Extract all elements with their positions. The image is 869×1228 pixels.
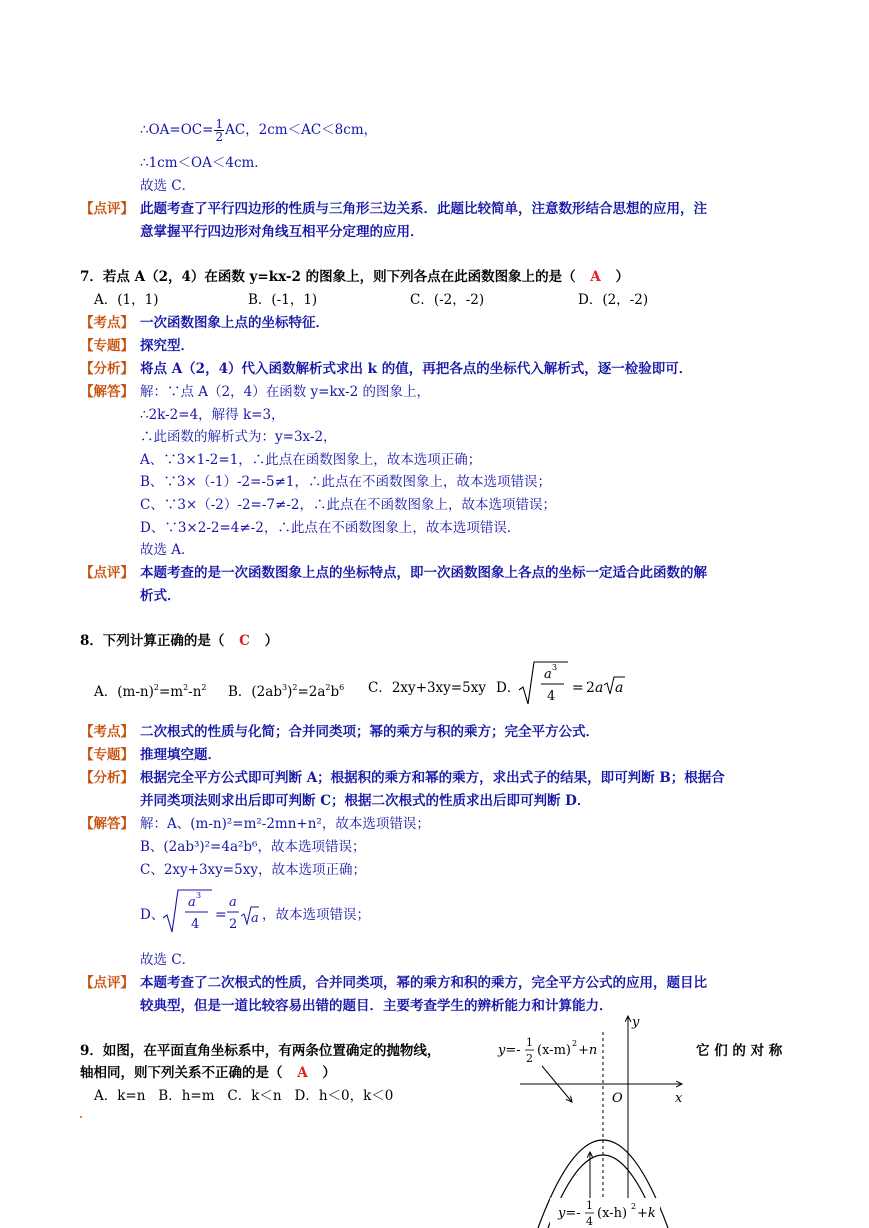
q7-review-1: 本题考查的是一次函数图象上点的坐标特点，即一次函数图象上各点的坐标一定适合此函数的解 xyxy=(140,565,707,581)
q7-zhuanti: 探究型． xyxy=(140,338,194,354)
q8-stem: 8．下列计算正确的是（ C ） xyxy=(80,633,279,649)
q9-stem-2: 轴相同，则下列关系不正确的是（ A ） xyxy=(80,1065,336,1081)
q7-jieda-line: 解：∵点 A（2，4）在函数 y=kx-2 的图象上， xyxy=(140,384,430,400)
q9-stem-1-tail: 它 们 的 对 称 xyxy=(696,1043,783,1059)
svg-text:1: 1 xyxy=(526,1036,533,1049)
q8-kaodian-tag: 【考点】 xyxy=(80,724,134,740)
q8-jieda-tag: 【解答】 xyxy=(80,816,134,832)
q7-stem: 7．若点 A（2，4）在函数 y=kx-2 的图象上，则下列各点在此函数图象上的是（ A ） xyxy=(80,269,629,285)
fraction-half: $\frac{1}{2}$ xyxy=(215,117,224,144)
q9-answer: A xyxy=(297,1065,308,1081)
parabola-upper-label: y=- xyxy=(498,1043,521,1058)
q8-jieda-4-label: D、 xyxy=(140,907,165,923)
q7-option-b: B．(-1，1) xyxy=(248,292,318,308)
svg-text:2: 2 xyxy=(229,917,238,932)
svg-text:a: a xyxy=(595,680,604,696)
q7-fenxi: 将点 A（2，4）代入函数解析式求出 k 的值，再把各点的坐标代入解析式，逐一检验即可． xyxy=(140,361,693,377)
svg-text:4: 4 xyxy=(547,689,556,704)
q8-jieda-5: 故选 C． xyxy=(140,952,196,968)
svg-text:(x-m): (x-m) xyxy=(537,1043,571,1058)
q7-kaodian: 一次函数图象上点的坐标特征． xyxy=(140,315,329,331)
svg-text:3: 3 xyxy=(552,663,558,672)
q8-jieda-4-formula xyxy=(160,886,260,938)
q6-review-1: 此题考查了平行四边形的性质与三角形三边关系．此题比较简单，注意数形结合思想的应用，注 xyxy=(140,201,707,217)
q8-review-tag: 【点评】 xyxy=(80,975,134,991)
svg-text:2: 2 xyxy=(631,1202,637,1211)
q8-review-1: 本题考查了二次根式的性质，合并同类项，幂的乘方和积的乘方，完全平方公式的应用，题目比 xyxy=(140,975,707,991)
q7-jieda-tag: 【解答】 xyxy=(80,384,134,400)
q9-stem-1: 9．如图，在平面直角坐标系中，有两条位置确定的抛物线， xyxy=(80,1043,441,1059)
q7-option-a: A．(1，1) xyxy=(94,292,159,308)
q8-fenxi-2: 并同类项法则求出后即可判断 C；根据二次根式的性质求出后即可判断 D． xyxy=(140,793,591,809)
q8-jieda-4-post: ，故本选项错误； xyxy=(262,907,370,923)
q7-jieda-line: ∴2k-2=4，解得 k=3， xyxy=(140,407,285,423)
q8-option-d-formula xyxy=(516,658,626,710)
q7-jieda-line: 故选 A． xyxy=(140,542,195,558)
q6-review-2: 意掌握平行四边形对角线互相平分定理的应用． xyxy=(140,224,424,240)
q7-jieda-line: ∴此函数的解析式为：y=3x-2， xyxy=(140,429,337,445)
svg-text:(x-h): (x-h) xyxy=(597,1206,628,1221)
svg-text:a: a xyxy=(188,895,196,910)
q8-option-d-label: D． xyxy=(496,680,521,696)
q7-jieda-line: C、∵3×（-2）-2=-7≠-2，∴此点在不函数图象上，故本选项错误； xyxy=(140,497,556,513)
q9-options: A．k=n B．h=m C．k＜n D．h＜0，k＜0 xyxy=(94,1088,394,1104)
x-axis-label: x xyxy=(675,1091,683,1106)
svg-text:+k: +k xyxy=(637,1206,656,1221)
y-axis-label: y xyxy=(632,1015,640,1030)
q7-zhuanti-tag: 【专题】 xyxy=(80,338,134,354)
q8-review-2: 较典型，但是一道比较容易出错的题目．主要考查学生的辨析能力和计算能力． xyxy=(140,998,613,1014)
svg-text:2: 2 xyxy=(572,1039,578,1048)
svg-text:4: 4 xyxy=(586,1215,593,1228)
svg-text:a: a xyxy=(615,680,624,696)
q7-option-c: C．(-2，-2) xyxy=(410,292,485,308)
svg-text:2: 2 xyxy=(586,680,595,696)
svg-text:a: a xyxy=(229,895,237,910)
q8-zhuanti-tag: 【专题】 xyxy=(80,747,134,763)
svg-text:=: = xyxy=(572,680,584,696)
svg-text:a: a xyxy=(544,667,552,682)
svg-text:1: 1 xyxy=(586,1199,593,1212)
q8-fenxi-1: 根据完全平方公式即可判断 A；根据积的乘方和幂的乘方，求出式子的结果，即可判断 B；根据合 xyxy=(140,770,725,786)
q6-review-tag: 【点评】 xyxy=(80,201,134,217)
q7-answer: A xyxy=(590,269,601,285)
q8-option-b: B．$(2ab^3)^2=2a^2b^6$ xyxy=(228,683,345,700)
origin-label: O xyxy=(612,1091,623,1106)
q6-line1: ∴OA=OC= $\frac{1}{2}$ AC，2cm＜AC＜8cm， xyxy=(140,117,378,144)
q7-option-d: D．(2，-2) xyxy=(578,292,649,308)
q7-jieda-line: B、∵3×（-1）-2=-5≠1，∴此点在不函数图象上，故本选项错误； xyxy=(140,474,551,490)
q7-jieda-line: D、∵3×2-2=4≠-2，∴此点在不函数图象上，故本选项错误． xyxy=(140,520,521,536)
q6-line2: ∴1cm＜OA＜4cm． xyxy=(140,155,268,171)
q9-parabola-figure xyxy=(490,1012,700,1228)
q7-kaodian-tag: 【考点】 xyxy=(80,315,134,331)
svg-text:3: 3 xyxy=(196,891,202,900)
q8-zhuanti: 推理填空题． xyxy=(140,747,221,763)
q7-jieda-line: A、∵3×1-2=1，∴此点在函数图象上，故本选项正确； xyxy=(140,452,482,468)
stray-dot xyxy=(80,1116,82,1118)
q8-fenxi-tag: 【分析】 xyxy=(80,770,134,786)
q8-jieda-1: 解：A、(m-n)²=m²-2mn+n²，故本选项错误； xyxy=(140,816,430,832)
svg-text:+n: +n xyxy=(578,1043,598,1058)
svg-text:4: 4 xyxy=(191,917,200,932)
q8-jieda-2: B、(2ab³)²=4a²b⁶，故本选项错误； xyxy=(140,839,366,855)
parabola-lower-label: y=- xyxy=(558,1206,581,1221)
q8-option-c: C．2xy+3xy=5xy xyxy=(368,680,486,696)
q7-fenxi-tag: 【分析】 xyxy=(80,361,134,377)
q8-option-a: A．$(m-n)^2=m^2-n^2$ xyxy=(94,683,207,700)
svg-text:=: = xyxy=(215,907,227,923)
svg-text:2: 2 xyxy=(526,1052,533,1065)
q7-review-2: 析式． xyxy=(140,588,181,604)
q8-kaodian: 二次根式的性质与化简；合并同类项；幂的乘方与积的乘方；完全平方公式． xyxy=(140,724,599,740)
q8-answer: C xyxy=(239,633,250,649)
svg-text:a: a xyxy=(251,911,259,926)
q8-jieda-3: C、2xy+3xy=5xy，故本选项正确； xyxy=(140,862,366,878)
q6-line3: 故选 C． xyxy=(140,178,196,194)
q7-review-tag: 【点评】 xyxy=(80,565,134,581)
